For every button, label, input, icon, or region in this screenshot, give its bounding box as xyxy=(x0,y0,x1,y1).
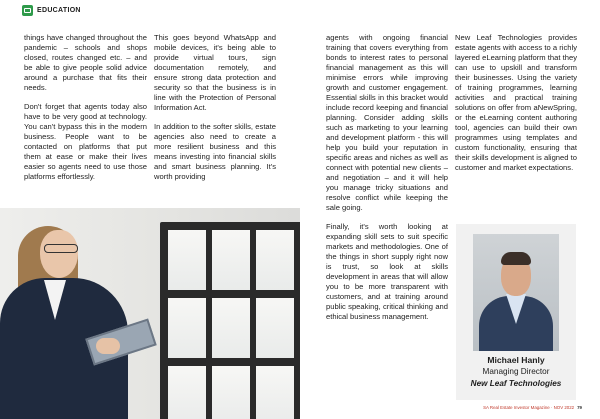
text-column-3 xyxy=(326,33,448,331)
page-number: 79 xyxy=(577,405,582,410)
publication-name: SA Real Estate Investor Magazine · NOV 2022 xyxy=(483,405,575,410)
profile-company: New Leaf Technologies xyxy=(470,379,562,388)
text-column-2 xyxy=(154,33,276,191)
page-footer xyxy=(483,405,582,410)
profile-title: Managing Director xyxy=(482,367,550,376)
paragraph: This goes beyond WhatsApp and mobile devices, it's being able to provide virtual tours, sign documentation remotely, and ensure strong data protection and security so that the business is in line with the Protection of Personal Information Act. xyxy=(154,33,276,112)
paragraph: Finally, it's worth looking at expanding skill sets to suit specific markets and methodologies. One of the things in short supply right now is trust, so look at skills development in areas that will allow you to be more transparent with customers, and at training around public speaking, critical thinking and ethical business management. xyxy=(326,222,448,321)
section-label: EDUCATION xyxy=(37,7,81,14)
education-icon xyxy=(22,5,33,16)
profile-name: Michael Hanly xyxy=(487,355,545,365)
profile-card xyxy=(456,224,576,400)
paragraph: Don't forget that agents today also have to be very good at technology. You can't bypass this in the modern business. People want to be contacted on platforms that put them at ease or make their lives easier so agents need to use those platforms effortlessly. xyxy=(24,102,147,181)
glasses-icon xyxy=(44,244,78,253)
paragraph: things have changed throughout the pandemic – schools and shops closed, routes changed etc. – and be able to give people solid advice around a purchase that fits their needs. xyxy=(24,33,147,92)
section-header xyxy=(22,5,81,16)
paragraph: agents with ongoing financial training that covers everything from bonds to interest rates to personal financial management as this will minimise errors while improving growth and customer engagement. Essential skills in this bracket would include record keeping and financial planning. Consider adding skills such as marketing to your learning and development platform - this will help you build your reputation in specific areas and niches as well as connect with potential new clients – and negotiation – and it will help you manage tricky situations and resolve conflict while keeping the sale going. xyxy=(326,33,448,212)
text-column-1 xyxy=(24,33,147,191)
feature-photo xyxy=(0,208,300,419)
profile-photo xyxy=(473,234,559,351)
paragraph: New Leaf Technologies provides estate agents with access to a richly layered eLearning platform that they can use to upskill and transform their businesses. Using the variety of training programmes, learning activities and practical training solutions on offer from aNewSpring, or the eLearning content authoring tool, agencies can build their own programmes using templates and custom functionality, ensuring that their skills development is aligned to customer and market expectations. xyxy=(455,33,577,172)
paragraph: In addition to the softer skills, estate agencies also need to create a more resilient business and this means investing into financial skills and smart business planning. It's worth providing xyxy=(154,122,276,181)
text-column-4 xyxy=(455,33,577,182)
window-frame xyxy=(160,222,300,419)
